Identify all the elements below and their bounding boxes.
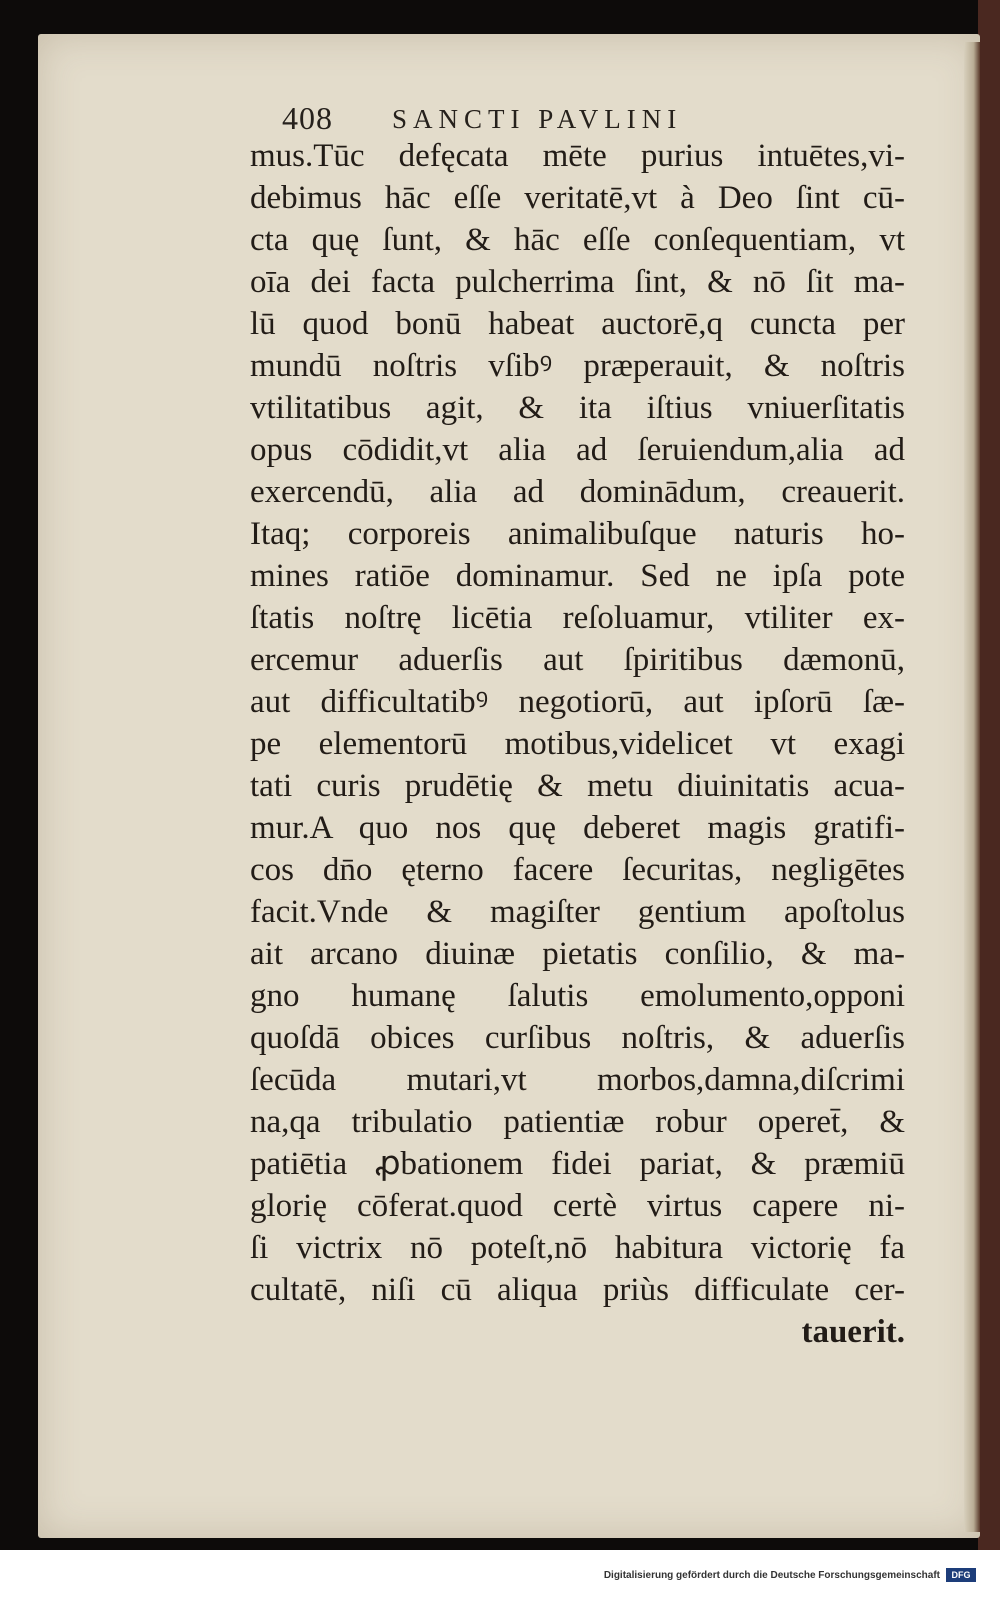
text-block bbox=[250, 136, 905, 1376]
funding-credit: Digitalisierung gefördert durch die Deutsche Forschungsgemeinschaft bbox=[603, 1570, 940, 1581]
page-number: 408 bbox=[282, 100, 333, 136]
text-line: glorię cōferat.quod certè virtus capere ni- bbox=[250, 1188, 905, 1224]
text-line: quoſdā obices curſibus noſtris, & aduerſis bbox=[250, 1020, 905, 1056]
page-header bbox=[282, 100, 802, 140]
text-line: ſtatis noſtrę licētia reſoluamur, vtiliter ex- bbox=[250, 600, 905, 636]
text-line: mundū noſtris vſibꝰ præperauit, & noſtris bbox=[250, 348, 905, 384]
dfg-logo: DFG bbox=[946, 1568, 976, 1582]
text-line: lū quod bonū habeat auctorē,q cuncta per bbox=[250, 306, 905, 342]
text-line: ſi victrix nō poteſt,nō habitura victorię fa bbox=[250, 1230, 905, 1266]
running-head: SANCTI PAVLINI bbox=[392, 104, 683, 134]
text-line-final: tauerit. bbox=[801, 1314, 905, 1350]
text-line: mus.Tūc defęcata mēte purius intuētes,vi- bbox=[250, 138, 905, 174]
text-line: cos dn̄o ęterno facere ſecuritas, negligētes bbox=[250, 852, 905, 888]
text-line: mines ratiōe dominamur. Sed ne ipſa pote bbox=[250, 558, 905, 594]
text-line: mur.A quo nos quę deberet magis gratifi- bbox=[250, 810, 905, 846]
text-line: exercendū, alia ad dominādum, creauerit. bbox=[250, 474, 905, 510]
text-line: patiētia ꝓbationem fidei pariat, & præmiū bbox=[250, 1146, 905, 1182]
text-line: opus cōdidit,vt alia ad ſeruiendum,alia ad bbox=[250, 432, 905, 468]
text-line: ſecūda mutari,vt morbos,damna,diſcrimi bbox=[250, 1062, 905, 1098]
text-line: facit.Vnde & magiſter gentium apoſtolus bbox=[250, 894, 905, 930]
digitization-footer bbox=[0, 1550, 1000, 1598]
text-line: ercemur aduerſis aut ſpiritibus dæmonū, bbox=[250, 642, 905, 678]
text-line: pe elementorū motibus,videlicet vt exagi bbox=[250, 726, 905, 762]
text-line: tati curis prudētię & metu diuinitatis acua- bbox=[250, 768, 905, 804]
text-line: cta quę ſunt, & hāc eſſe conſequentiam, vt bbox=[250, 222, 905, 258]
text-line: cultatē, niſi cū aliqua priùs difficulate cer- bbox=[250, 1272, 905, 1308]
text-line: debimus hāc eſſe veritatē,vt à Deo ſint cū- bbox=[250, 180, 905, 216]
text-line: gno humanę ſalutis emolumento,opponi bbox=[250, 978, 905, 1014]
text-line: aut difficultatibꝰ negotiorū, aut ipſorū ſæ- bbox=[250, 684, 905, 720]
text-line: vtilitatibus agit, & ita iſtius vniuerſitatis bbox=[250, 390, 905, 426]
text-line: Itaq; corporeis animalibuſque naturis ho- bbox=[250, 516, 905, 552]
text-line: ait arcano diuinæ pietatis conſilio, & ma- bbox=[250, 936, 905, 972]
text-line: oīa dei facta pulcherrima ſint, & nō ſit ma- bbox=[250, 264, 905, 300]
text-line: na,qa tribulatio patientiæ robur operet̄, & bbox=[250, 1104, 905, 1140]
book-spine bbox=[978, 0, 1000, 1560]
page-edge bbox=[964, 42, 980, 1532]
